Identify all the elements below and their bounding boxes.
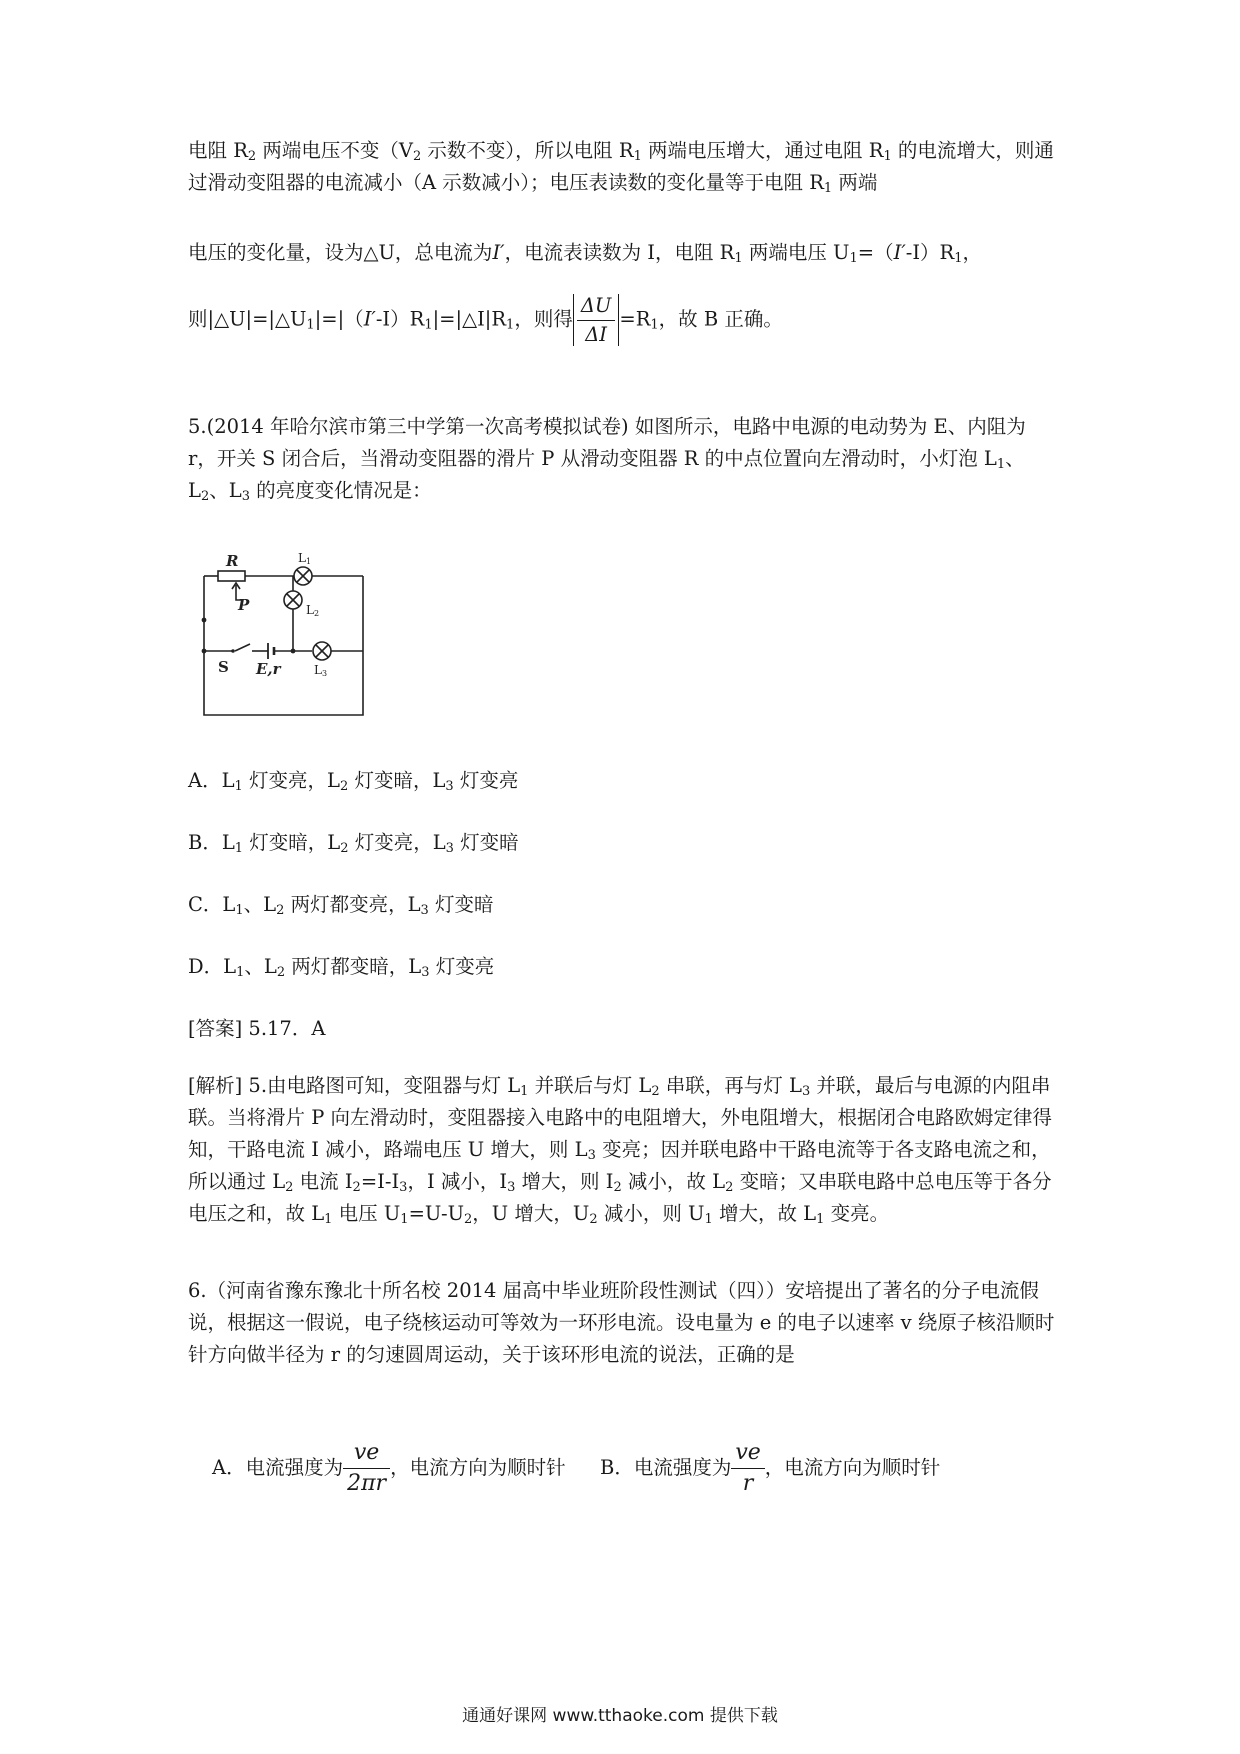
label-l3: L3 [314,663,328,678]
label-s: S [218,658,229,676]
circuit-diagram [198,538,378,718]
fraction-ve-r: $\frac{ve}{r}$ [731,1442,764,1495]
label-e-r: E,r [256,660,281,678]
option-a: A．$L_1$ 灯变亮，$L_2$ 灯变暗，$L_3$ 灯变亮 [188,769,519,794]
abs-fraction: $\frac{\Delta U}{\Delta I}$ [573,294,620,346]
option-b: B．$L_1$ 灯变暗，$L_2$ 灯变亮，$L_3$ 灯变暗 [188,831,519,856]
footer-source: 通通好课网 www.tthaoke.com 提供下载 [462,1706,778,1726]
option-d: D．$L_1$、$L_2$ 两灯都变暗，$L_3$ 灯变亮 [188,955,495,980]
q6-option-b: B．电流强度为 $\frac{ve}{r}$ ，电流方向为顺时针 [600,1440,941,1496]
i-prime-symbol: I′ [492,241,505,264]
analysis-paragraph: [解析] 5.由电路图可知，变阻器与灯 $L_1$ 并联后与灯 $L_2$ 串联，再与灯 $L_3$ 并联，最后与电源的内阻串联。当将滑片 P 向左滑动时，变阻器接入电路中的电阻增大，外电阻增大，根据闭合电路欧姆定律得知，干路电流 I 减小，路端电压 U 增大，则 $L_3$ 变亮；因并联电路中干路电流等于各支路电流之和，所以通过 $L_2$ 电流 $I_2=I-I_3$，I 减小，$I_3$ 增大，则 $I_2$ 减小，故 $L_2$ 变暗；又串联电路中总电压等于各分电压之和，故 $L_1$ 电压 $U_1=U-U_2$，U 增大，$U_2$ 减小，则 $U_1$ 增大，故 $L_1$ 变亮。 [188,1074,1053,1227]
label-l1: L1 [298,551,312,566]
label-r: R [226,552,239,570]
question-6-options [212,1442,940,1495]
fraction-ve-2pir: $\frac{ve}{2\pi r}$ [343,1442,390,1495]
q6-option-a: A．电流强度为 $\frac{ve}{2\pi r}$ ，电流方向为顺时针 [212,1440,566,1496]
prev-solution-paragraph-3: 则$|\triangle U|=|\triangle U_1|=|(I'-I)R_1|=|\triangle I|R_1$，则得 $\frac{\Delta U}{\Delta I}$ $=R_1$，故 B 正确。 [188,294,783,346]
question-6-text: 6.（河南省豫东豫北十所名校 2014 届高中毕业班阶段性测试（四））安培提出了著名的分子电流假说，根据这一假说，电子绕核运动可等效为一环形电流。设电量为 e 的电子以速率 v 绕原子核沿顺时针方向做半径为 r 的匀速圆周运动，关于该环形电流的说法，正确的是 [188,1279,1055,1366]
label-p: P [238,596,250,614]
answer-line: [答案] 5.17．A [188,1017,326,1040]
question-5-text: 5.(2014 年哈尔滨市第三中学第一次高考模拟试卷) 如图所示，电路中电源的电动势为 E、内阻为 r，开关 S 闭合后，当滑动变阻器的滑片 P 从滑动变阻器 R 的中点位置向左滑动时，小灯泡 $L_1$、$L_2$、$L_3$ 的亮度变化情况是： [188,415,1026,504]
label-l2: L2 [306,603,320,618]
option-c: C．$L_1$、$L_2$ 两灯都变亮，$L_3$ 灯变暗 [188,893,494,918]
prev-solution-paragraph-1: 电阻 $R_2$ 两端电压不变（$V_2$ 示数不变），所以电阻 $R_1$ 两端电压增大，通过电阻 $R_1$ 的电流增大，则通过滑动变阻器的电流减小（A 示数减小）；电压表读数的变化量等于电阻 $R_1$ 两端 [188,139,1054,196]
prev-solution-paragraph-2: 电压的变化量，设为△U，总电流为I′，电流表读数为 I，电阻 $R_1$ 两端电压 $U_1=(I'-I)R_1$， [188,241,983,266]
